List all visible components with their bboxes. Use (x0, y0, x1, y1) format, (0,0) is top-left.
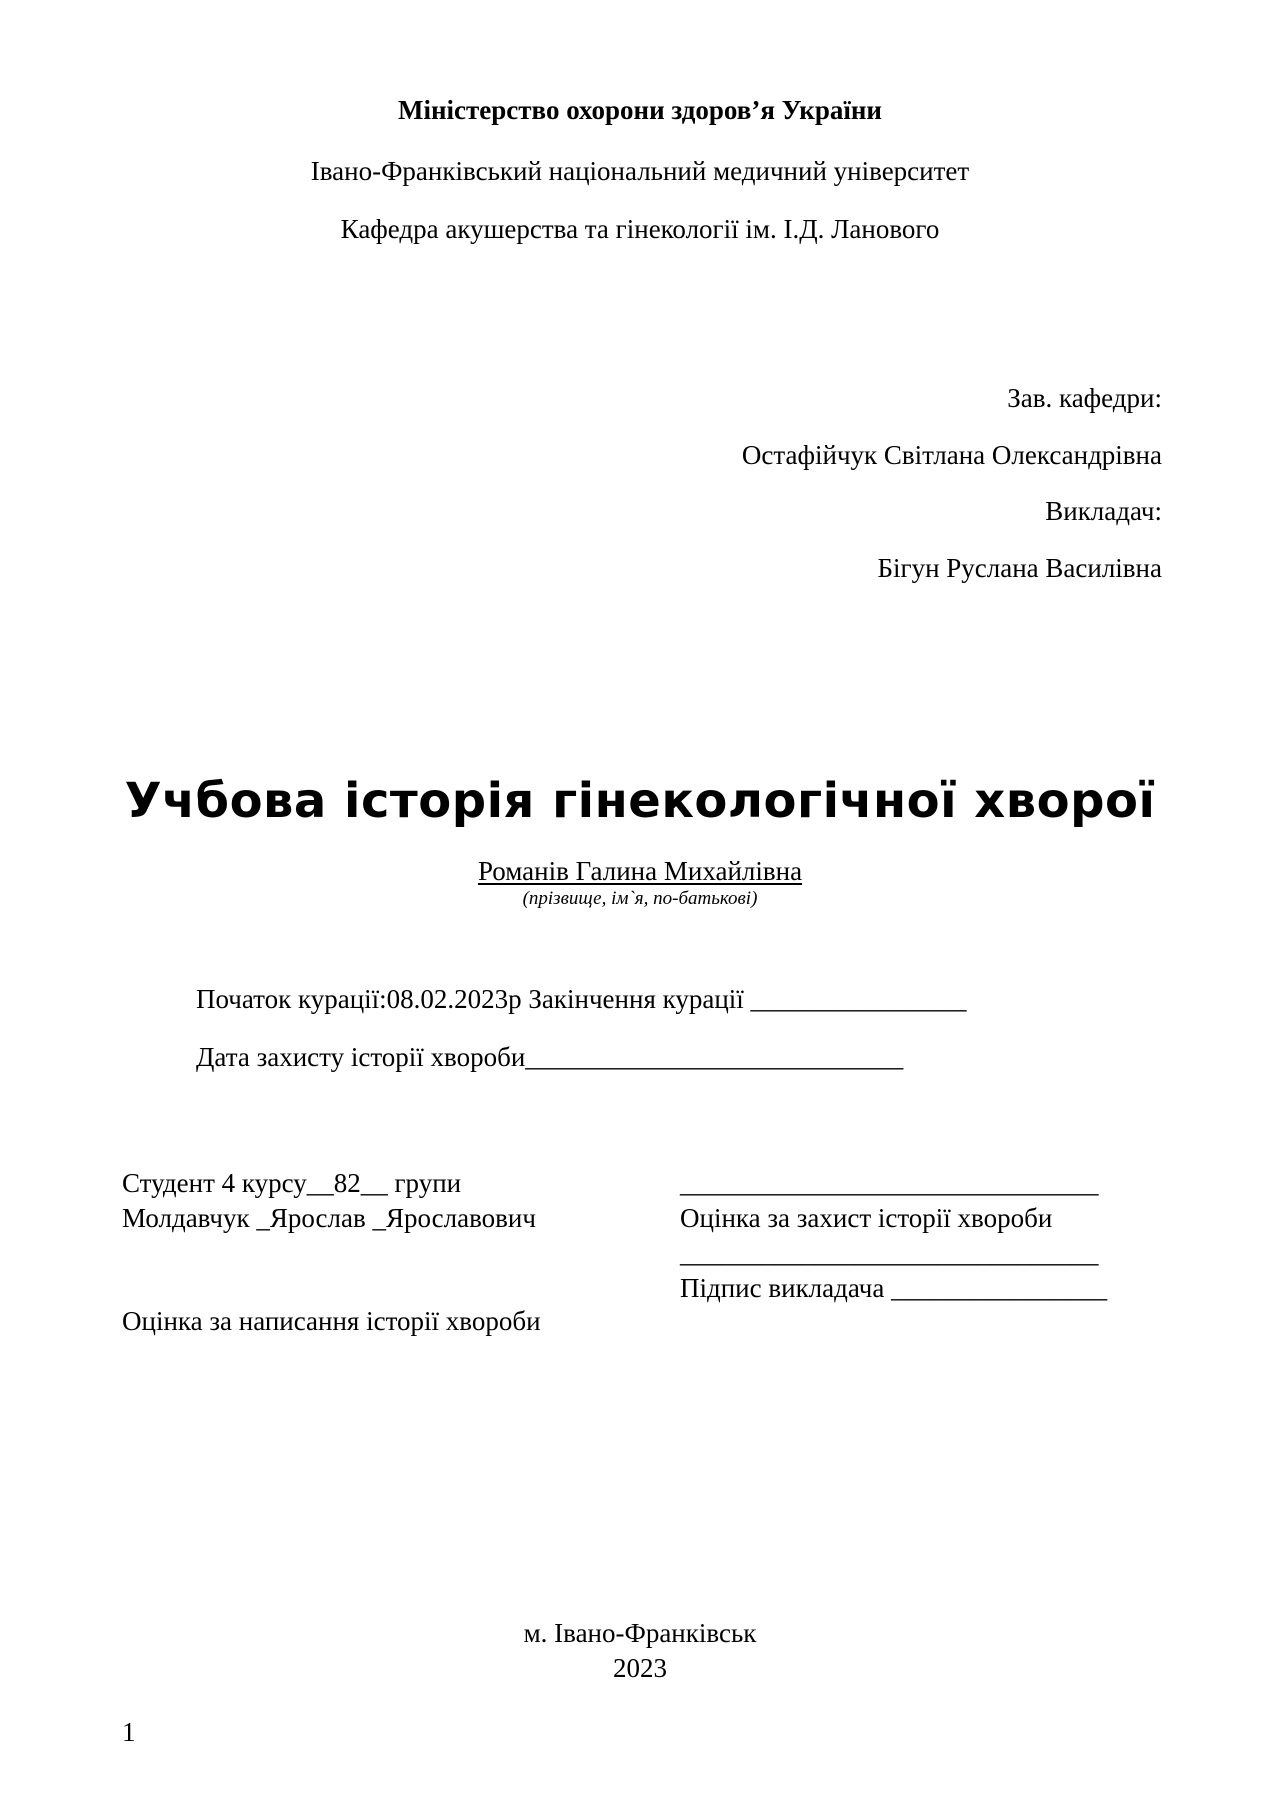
department-heading: Кафедра акушерства та гінекології ім. І.Д. Ланового (340, 214, 940, 244)
footer-year: 2023 (613, 1653, 667, 1683)
university-heading: Івано-Франківський національний медичний університет (310, 156, 970, 186)
teacher-signature-line: Підпис викладача ________________ (680, 1273, 1108, 1303)
head-of-department-name: Остафійчук Світлана Олександрівна (741, 440, 1162, 470)
patient-name (0, 855, 1280, 887)
patient-name-caption: (прізвище, ім`я, по-батькові) (522, 888, 758, 909)
defense-date-line: Дата захисту історії хвороби____________________________ (196, 1042, 904, 1072)
footer-city: м. Івано-Франківськ (523, 1618, 757, 1648)
student-course-group: Студент 4 курсу__82__ групи (122, 1168, 462, 1198)
page-number: 1 (122, 1717, 136, 1747)
student-name: Молдавчук _Ярослав _Ярославович (122, 1203, 536, 1233)
curation-dates-line: Початок курації:08.02.2023р Закінчення курації ________________ (196, 984, 967, 1014)
head-of-department-label: Зав. кафедри: (1007, 383, 1162, 413)
patient-name-text: Романів Галина Михайлівна (477, 856, 803, 886)
teacher-label: Викладач: (1045, 496, 1162, 526)
ministry-heading: Міністерство охорони здоров’я України (398, 95, 882, 125)
writing-grade-label: Оцінка за написання історії хвороби (122, 1306, 541, 1336)
document-title: Учбова історія гінекологічної хворої (124, 773, 1156, 829)
teacher-name: Бігун Руслана Василівна (877, 553, 1162, 583)
grade-blank-line-1: _______________________________ (680, 1168, 1099, 1198)
grade-blank-line-2: _______________________________ (680, 1238, 1099, 1268)
defense-grade-label: Оцінка за захист історії хвороби (680, 1203, 1053, 1233)
